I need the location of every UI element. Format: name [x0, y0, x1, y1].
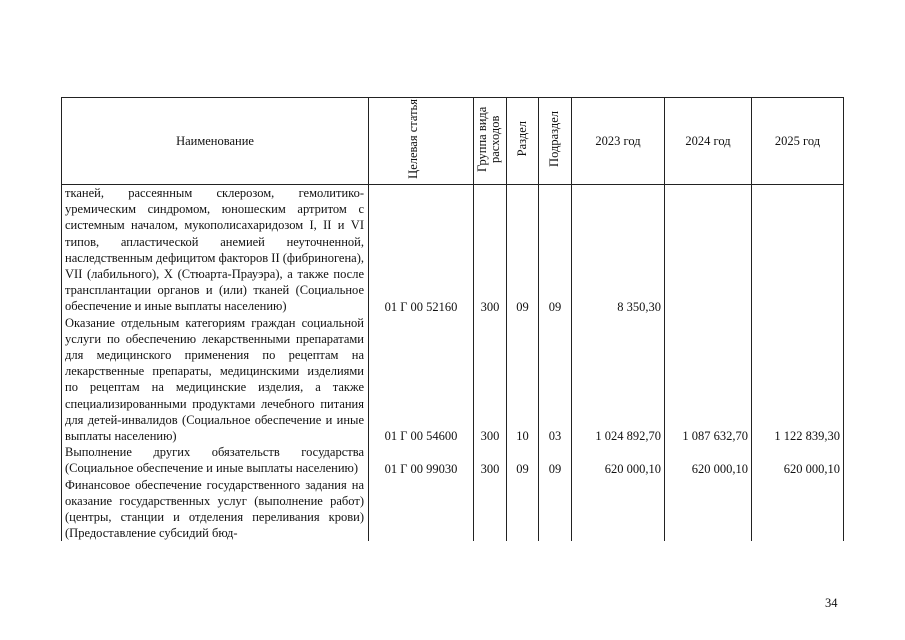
- row-section: [507, 477, 539, 542]
- header-subsection: Подраздел: [539, 98, 572, 185]
- header-section: Раздел: [507, 98, 539, 185]
- header-name: Наименование: [62, 98, 369, 185]
- row-name: Оказание отдельным категориям граждан социальной услуги по обеспечению лекарственными препаратами для медицинского применения по рецептам на лекарственные препараты, медицинскими изделиями по рецептам на медицинские изделия, а также специализированными продуктами лечебного питания для детей-инвалидов (Социальное обеспечение и иные выплаты населению): [62, 315, 369, 445]
- table-row: [62, 185, 844, 315]
- table-row: [62, 444, 844, 476]
- header-target: Целевая статья: [369, 98, 474, 185]
- row-target: 01 Г 00 99030: [369, 444, 474, 476]
- row-2025: [752, 477, 844, 542]
- row-section: 09: [507, 185, 539, 315]
- row-2024: [665, 185, 752, 315]
- row-group: 300: [474, 315, 507, 445]
- row-name: Выполнение других обязательств государства (Социальное обеспечение и иные выплаты населению): [62, 444, 369, 476]
- row-subsection: 03: [539, 315, 572, 445]
- row-group: 300: [474, 185, 507, 315]
- row-2023: [572, 477, 665, 542]
- row-target: [369, 477, 474, 542]
- row-2023: 8 350,30: [572, 185, 665, 315]
- header-row: [62, 98, 844, 185]
- header-2025: 2025 год: [752, 98, 844, 185]
- row-name: тканей, рассеянным склерозом, гемолитико-уремическим синдромом, юношеским артритом с системным началом, мукополисахаридозом I, II и VI типов, апластической анемией неуточненной, наследственным дефицитом факторов II (фибриногена), VII (лабильного), X (Стюарта-Прауэра), а также после трансплантации органов и (или) тканей (Социальное обеспечение и иные выплаты населению): [62, 185, 369, 315]
- row-2025: 620 000,10: [752, 444, 844, 476]
- header-group: Группа вида расходов: [474, 98, 507, 185]
- row-2025: 1 122 839,30: [752, 315, 844, 445]
- row-2023: 620 000,10: [572, 444, 665, 476]
- header-2023: 2023 год: [572, 98, 665, 185]
- row-2024: [665, 477, 752, 542]
- row-section: 10: [507, 315, 539, 445]
- row-2023: 1 024 892,70: [572, 315, 665, 445]
- budget-table: [61, 97, 844, 541]
- row-subsection: [539, 477, 572, 542]
- row-name: Финансовое обеспечение государственного задания на оказание государственных услуг (выполнение работ) (центры, станции и отделения переливания крови) (Предоставление субсидий бюд-: [62, 477, 369, 542]
- row-2024: 1 087 632,70: [665, 315, 752, 445]
- page-number: 34: [825, 596, 838, 610]
- row-group: 300: [474, 444, 507, 476]
- row-subsection: 09: [539, 185, 572, 315]
- table-row: [62, 315, 844, 445]
- header-2024: 2024 год: [665, 98, 752, 185]
- table-row: [62, 477, 844, 542]
- row-2025: [752, 185, 844, 315]
- row-2024: 620 000,10: [665, 444, 752, 476]
- row-group: [474, 477, 507, 542]
- row-section: 09: [507, 444, 539, 476]
- row-subsection: 09: [539, 444, 572, 476]
- row-target: 01 Г 00 54600: [369, 315, 474, 445]
- row-target: 01 Г 00 52160: [369, 185, 474, 315]
